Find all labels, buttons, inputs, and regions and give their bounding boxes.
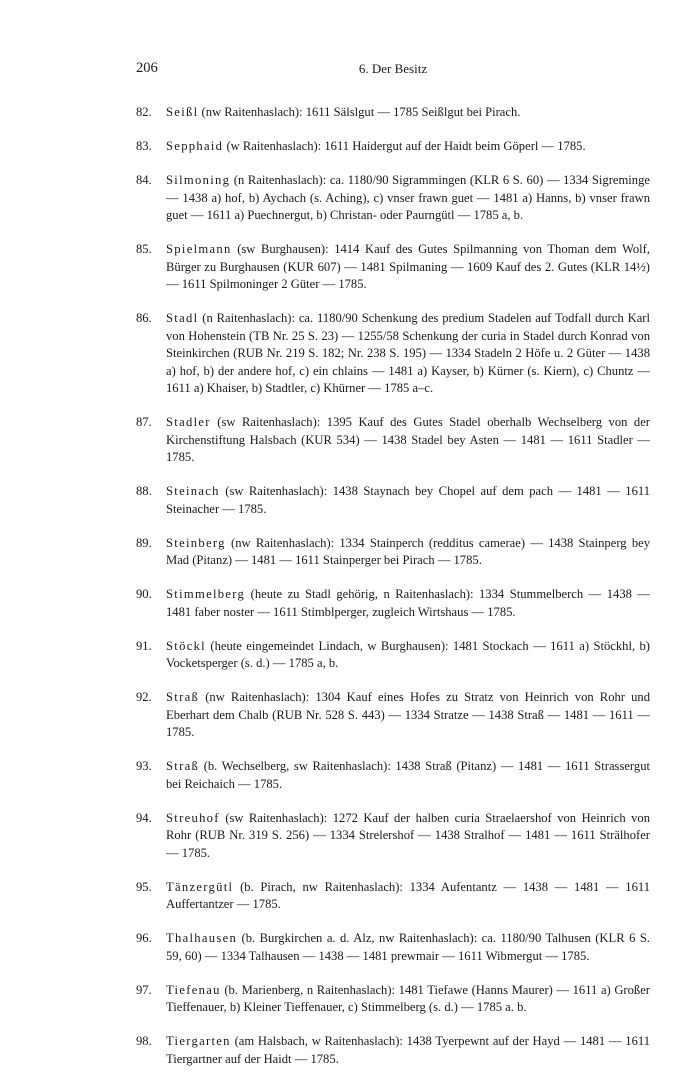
entry-number: 90. <box>136 587 152 601</box>
place-name: Stöckl <box>166 638 206 653</box>
entry-91 <box>136 638 650 673</box>
entry-text: (n Raitenhaslach): ca. 1180/90 Sigrammingen (KLR 6 S. 60) — 1334 Sigreminge — 1438 a) hof, b) Aychach (s. Aching), c) vnser frawn guet — 1481 a) Hanns, b) vnser frawn guet — 1611 a) Puechnergut, b) Christan- oder Paurngütl — 1785 a, b. <box>166 173 650 222</box>
place-name: Sepphaid <box>166 139 224 153</box>
entry-85 <box>136 241 650 294</box>
place-name: Seißl <box>166 105 199 119</box>
running-header <box>136 60 650 82</box>
entry-number: 92. <box>136 690 152 704</box>
entry-text: (nw Raitenhaslach): 1304 Kauf eines Hofes zu Stratz von Heinrich von Rohr und Eberhart dem Chalb (RUB Nr. 528 S. 443) — 1334 Stratze — 1438 Straß — 1481 — 1611 — 1785. <box>166 690 650 739</box>
place-name: Straß <box>166 690 200 704</box>
place-name: Spielmann <box>166 242 232 256</box>
place-name: Stadler <box>166 415 211 429</box>
entry-number: 98. <box>136 1034 152 1048</box>
entry-94 <box>136 810 650 863</box>
entry-number: 93. <box>136 759 152 773</box>
entry-text: (nw Raitenhaslach): 1334 Stainperch (redditus camerae) — 1438 Stainperg bey Mad (Pitanz) — 1481 — 1611 Stainperger bei Pirach — 1785. <box>166 535 650 567</box>
entry-number: 86. <box>136 311 152 325</box>
entry-text: (nw Raitenhaslach): 1611 Sälslgut — 1785 Seißlgut bei Pirach. <box>201 105 521 119</box>
entry-text: (sw Raitenhaslach): 1272 Kauf der halben curia Straelaershof von Heinrich von Rohr (RUB Nr. 319 S. 256) — 1334 Strelershof — 1438 Stralhof — 1481 — 1611 Strälhofer — 1785. <box>166 810 650 860</box>
entry-text: (heute eingemeindet Lindach, w Burghausen): 1481 Stockach — 1611 a) Stöckhl, b) Vocketsperger (s. d.) — 1785 a, b. <box>166 638 650 670</box>
entry-93 <box>136 758 650 793</box>
entry-86 <box>136 310 650 398</box>
entry-95 <box>136 879 650 914</box>
page-number: 206 <box>136 60 158 76</box>
entry-number: 85. <box>136 242 152 256</box>
place-name: Steinach <box>166 484 220 498</box>
place-name: Straß <box>166 759 200 773</box>
entry-number: 88. <box>136 484 152 498</box>
place-name: Tiergarten <box>166 1034 231 1048</box>
entry-number: 87. <box>136 415 152 429</box>
entry-text: (sw Raitenhaslach): 1438 Staynach bey Chopel auf dem pach — 1481 — 1611 Steinacher — 1785. <box>166 484 650 516</box>
place-name: Tiefenau <box>166 982 221 997</box>
entry-text: (b. Burgkirchen a. d. Alz, nw Raitenhaslach): ca. 1180/90 Talhusen (KLR 6 S. 59, 60) — 1334 Talhausen — 1438 — 1481 prewmair — 1611 Wibmergut — 1785. <box>166 931 650 963</box>
entry-number: 91. <box>136 638 152 653</box>
entry-text: (b. Pirach, nw Raitenhaslach): 1334 Aufentantz — 1438 — 1481 — 1611 Auffertantzer — 1785. <box>166 879 650 911</box>
entry-number: 84. <box>136 173 152 187</box>
entry-number: 94. <box>136 810 152 825</box>
place-name: Stimmelberg <box>166 587 246 601</box>
entry-84 <box>136 172 650 225</box>
entry-text: (b. Marienberg, n Raitenhaslach): 1481 Tiefawe (Hanns Maurer) — 1611 a) Großer Tieffenauer, b) Kleiner Tieffenauer, c) Stimmelberg (s. d.) — 1785 a. b. <box>166 982 650 1014</box>
place-name: Thalhausen <box>166 931 238 945</box>
entry-text: (am Halsbach, w Raitenhaslach): 1438 Tyerpewnt auf der Hayd — 1481 — 1611 Tiergartner auf der Haidt — 1785. <box>166 1034 650 1066</box>
entry-list <box>136 104 650 1085</box>
entry-83 <box>136 138 650 156</box>
entry-number: 82. <box>136 105 152 119</box>
place-name: Streuhof <box>166 810 220 825</box>
entry-90 <box>136 586 650 621</box>
entry-text: (b. Wechselberg, sw Raitenhaslach): 1438 Straß (Pitanz) — 1481 — 1611 Strassergut bei Reichaich — 1785. <box>166 759 650 791</box>
entry-text: (n Raitenhaslach): ca. 1180/90 Schenkung des predium Stadelen auf Todfall durch Karl von Hohenstein (TB Nr. 25 S. 23) — 1255/58 Schenkung der curia in Stadel durch Konrad von Steinkirchen (RUB Nr. 219 S. 182; Nr. 238 S. 195) — 1334 Stadeln 2 Höfe u. 2 Güter — 1438 a) hof, b) der andere hof, c) ein chlains — 1481 a) Kayser, b) Kürner (s. Kiern), c) Chuntz — 1611 a) Khaiser, b) Stadtler, c) Khürner — 1785 a–c. <box>166 311 650 395</box>
entry-98 <box>136 1033 650 1068</box>
entry-96 <box>136 930 650 965</box>
place-name: Stadl <box>166 311 199 325</box>
place-name: Steinberg <box>166 535 226 550</box>
entry-text: (heute zu Stadl gehörig, n Raitenhaslach): 1334 Stummelberch — 1438 — 1481 faber noster — 1611 Stimblperger, zugleich Wirtshaus — 1785. <box>166 587 651 619</box>
entry-text: (sw Raitenhaslach): 1395 Kauf des Gutes Stadel oberhalb Wechselberg von der Kirchenstiftung Halsbach (KUR 534) — 1438 Stadel bey Asten — 1481 — 1611 Stadler — 1785. <box>166 415 651 464</box>
place-name: Tänzergütl <box>166 879 234 894</box>
entry-89 <box>136 535 650 570</box>
entry-text: (sw Burghausen): 1414 Kauf des Gutes Spilmanning von Thoman dem Wolf, Bürger zu Burghausen (KUR 607) — 1481 Spilmaning — 1609 Kauf des 2. Gutes (KLR 14½) — 1611 Spilmoninger 2 Güter — 1785. <box>166 242 650 291</box>
entry-text: (w Raitenhaslach): 1611 Haidergut auf der Haidt beim Göperl — 1785. <box>226 139 586 153</box>
entry-number: 89. <box>136 535 152 550</box>
entry-92 <box>136 689 650 742</box>
entry-88 <box>136 483 650 518</box>
entry-number: 97. <box>136 982 152 997</box>
place-name: Silmoning <box>166 173 231 187</box>
entry-97 <box>136 982 650 1017</box>
entry-number: 95. <box>136 879 152 894</box>
entry-number: 83. <box>136 139 152 153</box>
entry-87 <box>136 414 650 467</box>
entry-82 <box>136 104 650 122</box>
entry-number: 96. <box>136 931 152 945</box>
running-title: 6. Der Besitz <box>358 61 428 76</box>
